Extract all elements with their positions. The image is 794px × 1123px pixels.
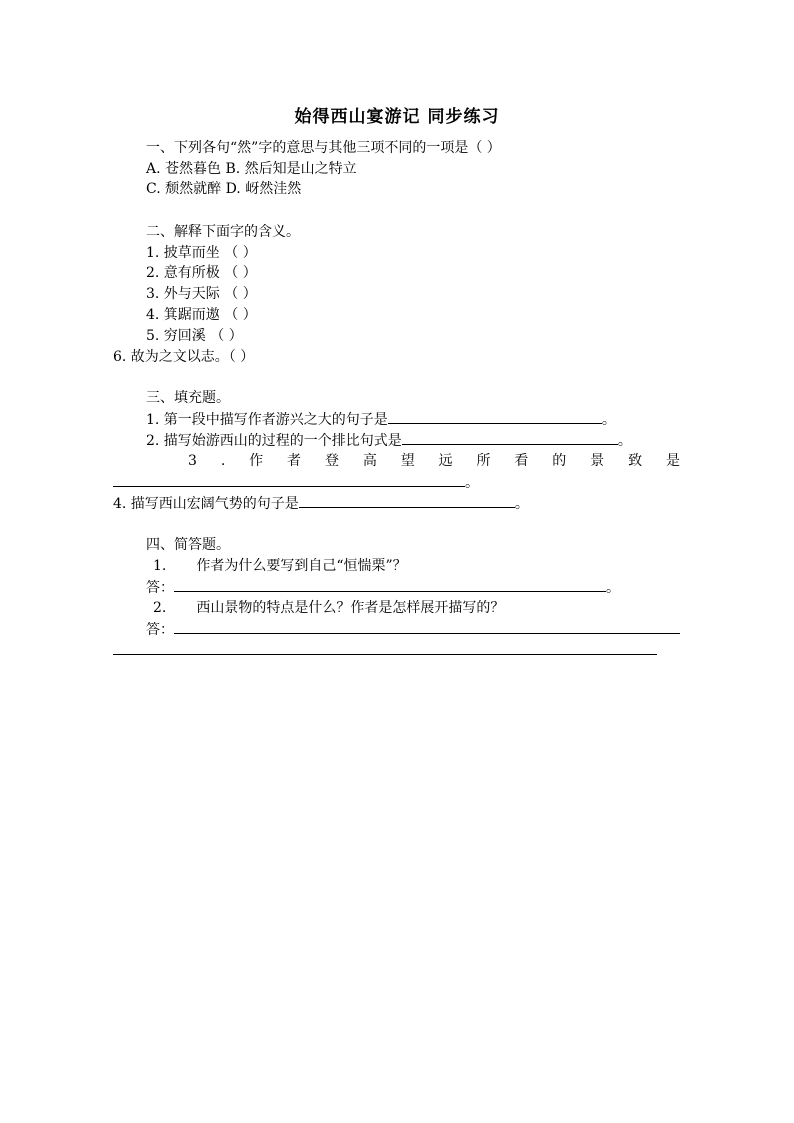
q3-char: 所 bbox=[476, 453, 491, 469]
section2-item-3: 3. 外与天际 （ ） bbox=[146, 286, 257, 302]
section2-item-5: 5. 穷回溪 （ ） bbox=[146, 328, 243, 344]
section2-item-1: 1. 披草而坐 （ ） bbox=[146, 245, 257, 261]
section1-options-row1: A. 苍然暮色 B. 然后知是山之特立 bbox=[146, 161, 357, 177]
section3-question-3-answer-row bbox=[113, 472, 479, 493]
section4-q1-text: 作者为什么要写到自己“恒惴栗”？ bbox=[196, 558, 407, 574]
section3-q4-period: 。 bbox=[514, 496, 529, 512]
q3-char: 者 bbox=[287, 453, 302, 469]
section3-q2-text: 2. 描写始游西山的过程的一个排比句式是 bbox=[146, 433, 402, 449]
section2-item-2: 2. 意有所极 （ ） bbox=[146, 265, 257, 281]
q3-char: 望 bbox=[400, 453, 415, 469]
q3-char: 的 bbox=[552, 453, 567, 469]
section3-q3-period: 。 bbox=[465, 475, 479, 491]
section3-q4-text: 4. 描写西山宏阔气势的句子是 bbox=[113, 496, 299, 512]
section3-q1-period: 。 bbox=[601, 412, 616, 428]
section1-heading: 一、下列各句“然”字的意思与其他三项不同的一项是（ ） bbox=[146, 140, 501, 156]
q3-char: 3 bbox=[188, 453, 197, 469]
section4-heading: 四、简答题。 bbox=[146, 537, 230, 553]
section2-item-6: 6. 故为之文以志。（ ） bbox=[113, 349, 255, 365]
section3-question-2 bbox=[146, 430, 632, 451]
section2-heading: 二、解释下面字的含义。 bbox=[146, 224, 300, 240]
section4-answer-2-label: 答： bbox=[146, 622, 174, 638]
section3-q2-period: 。 bbox=[617, 433, 632, 449]
section3-q2-answer-blank[interactable] bbox=[402, 430, 618, 445]
section4-question-2 bbox=[153, 598, 504, 618]
q3-char: 远 bbox=[438, 453, 453, 469]
section3-q1-text: 1. 第一段中描写作者游兴之大的句子是 bbox=[146, 412, 388, 428]
section4-answer-2-row bbox=[146, 619, 680, 640]
section4-answer-1-label: 答： bbox=[146, 580, 174, 596]
section3-heading: 三、填充题。 bbox=[146, 390, 230, 406]
section3-question-4 bbox=[113, 493, 529, 514]
page-title: 始得西山宴游记 同步练习 bbox=[294, 107, 500, 127]
q3-char: . bbox=[220, 453, 226, 469]
section4-q1-number: 1. bbox=[153, 558, 167, 574]
section4-answer-1-row bbox=[146, 577, 620, 598]
section3-q4-answer-blank[interactable] bbox=[299, 493, 515, 508]
q3-char: 致 bbox=[628, 453, 643, 469]
section4-answer-2-blank[interactable] bbox=[174, 619, 680, 634]
section4-question-1 bbox=[153, 556, 407, 576]
section4-q2-number: 2. bbox=[153, 600, 167, 616]
section2-item-4: 4. 箕踞而遨 （ ） bbox=[146, 307, 257, 323]
q3-char: 高 bbox=[362, 453, 377, 469]
q3-char: 看 bbox=[514, 453, 529, 469]
section3-question-3-text bbox=[188, 451, 680, 471]
section1-options-row2: C. 颓然就醉 D. 岈然洼然 bbox=[146, 181, 302, 197]
section3-question-1 bbox=[146, 409, 616, 430]
section4-answer-1-blank[interactable] bbox=[174, 577, 606, 592]
section4-q2-text: 西山景物的特点是什么？作者是怎样展开描写的？ bbox=[196, 600, 505, 616]
q3-char: 景 bbox=[590, 453, 605, 469]
q3-char: 作 bbox=[249, 453, 264, 469]
section3-q3-answer-blank[interactable] bbox=[113, 472, 465, 487]
section3-q1-answer-blank[interactable] bbox=[388, 409, 602, 424]
section4-answer-1-period: 。 bbox=[606, 580, 620, 596]
q3-char: 登 bbox=[324, 453, 339, 469]
section4-answer-2-continuation-line[interactable] bbox=[113, 654, 657, 655]
q3-char: 是 bbox=[665, 453, 680, 469]
